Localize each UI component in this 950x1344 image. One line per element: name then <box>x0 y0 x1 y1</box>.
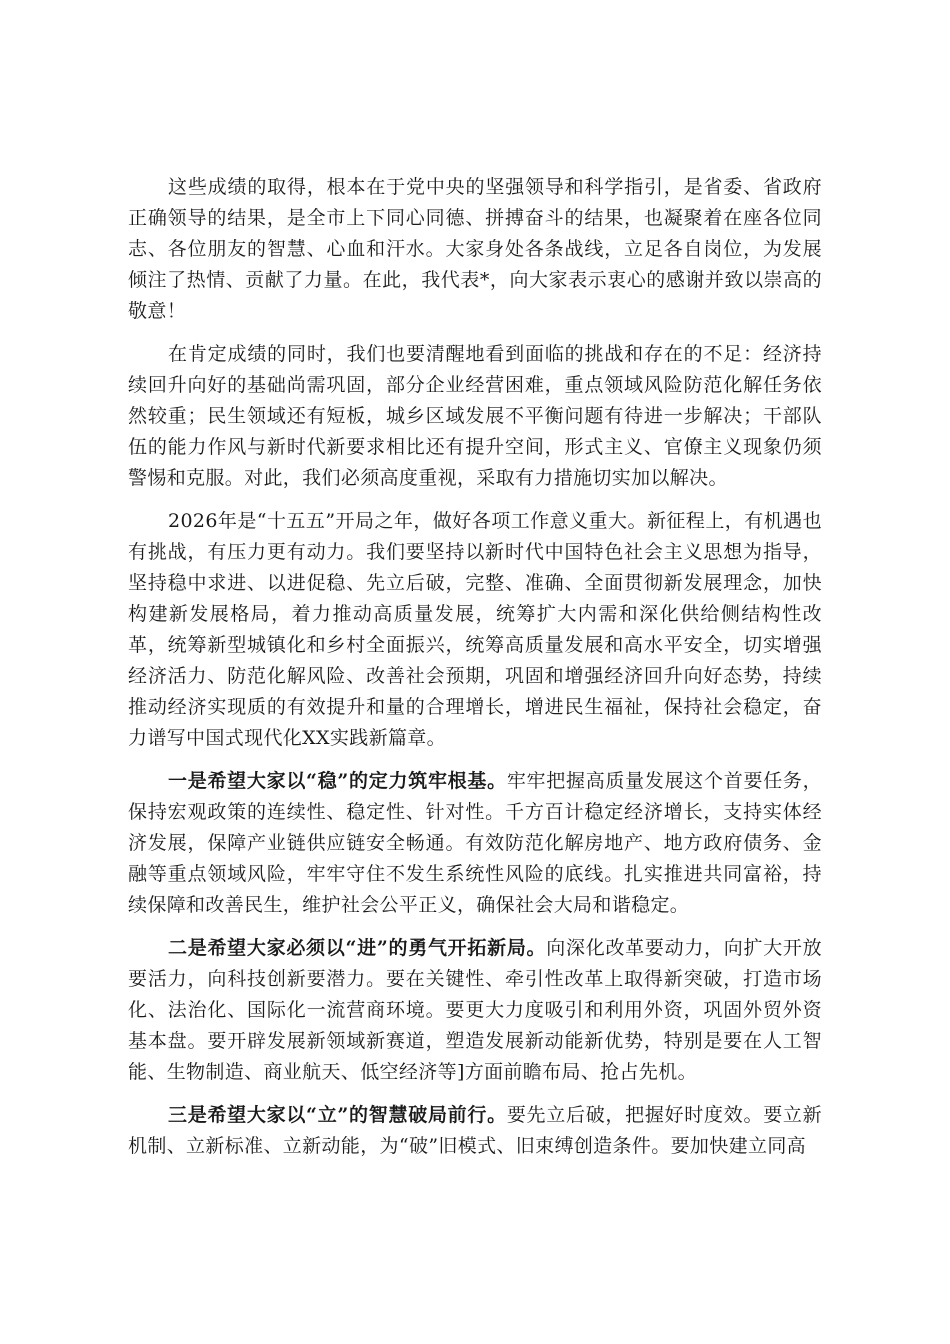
paragraph-lead: 二是希望大家必须以“进”的勇气开拓新局。 <box>168 937 547 959</box>
paragraph-text: 2026年是“十五五”开局之年，做好各项工作意义重大。新征程上，有机遇也有挑战，有压力更有动力。我们要坚持以新时代中国特色社会主义思想为指导，坚持稳中求进、以进促稳、先立后破，完整、准确、全面贯彻新发展理念，加快构建新发展格局，着力推动高质量发展，统筹扩大内需和深化供给侧结构性改革，统筹新型城镇化和乡村全面振兴，统筹高质量发展和高水平安全，切实增强经济活力、防范化解风险、改善社会预期，巩固和增强经济回升向好态势，持续推动经济实现质的有效提升和量的合理增长，增进民生福祉，保持社会稳定，奋力谱写中国式现代化XX实践新篇章。 <box>128 510 822 749</box>
paragraph-stability <box>128 766 822 921</box>
paragraph-2026-outlook <box>128 506 822 754</box>
paragraph-text: 这些成绩的取得，根本在于党中央的坚强领导和科学指引，是省委、省政府正确领导的结果，是全市上下同心同德、拼搏奋斗的结果，也凝聚着在座各位同志、各位朋友的智慧、心血和汗水。大家身处各条战线，立足各自岗位，为发展倾注了热情、贡献了力量。在此，我代表*，向大家表示衷心的感谢并致以崇高的敬意！ <box>128 176 822 322</box>
paragraph-lead: 三是希望大家以“立”的智慧破局前行。 <box>168 1104 507 1126</box>
paragraph-progress <box>128 933 822 1088</box>
document-body <box>128 172 822 1174</box>
paragraph-text: 在肯定成绩的同时，我们也要清醒地看到面临的挑战和存在的不足：经济持续回升向好的基础尚需巩固，部分企业经营困难，重点领域风险防范化解任务依然较重；民生领域还有短板，城乡区域发展不平衡问题有待进一步解决；干部队伍的能力作风与新时代新要求相比还有提升空间，形式主义、官僚主义现象仍须警惕和克服。对此，我们必须高度重视，采取有力措施切实加以解决。 <box>128 343 822 489</box>
paragraph-achievements <box>128 172 822 327</box>
paragraph-lead: 一是希望大家以“稳”的定力筑牢根基。 <box>168 770 507 792</box>
paragraph-challenges <box>128 339 822 494</box>
paragraph-text: 牢牢把握高质量发展这个首要任务，保持宏观政策的连续性、稳定性、针对性。千方百计稳定经济增长，支持实体经济发展，保障产业链供应链安全畅通。有效防范化解房地产、地方政府债务、金融等重点领域风险，牢牢守住不发生系统性风险的底线。扎实推进共同富裕，持续保障和改善民生，维护社会公平正义，确保社会大局和谐稳定。 <box>128 770 822 916</box>
paragraph-text: 要先立后破，把握好时度效。要立新机制、立新标准、立新动能，为“破”旧模式、旧束缚创造条件。要加快建立同高 <box>128 1104 822 1157</box>
paragraph-establish <box>128 1100 822 1162</box>
paragraph-text: 向深化改革要动力，向扩大开放要活力，向科技创新要潜力。要在关键性、牵引性改革上取得新突破，打造市场化、法治化、国际化一流营商环境。要更大力度吸引和利用外资，巩固外贸外资基本盘。要开辟发展新领域新赛道，塑造发展新动能新优势，特别是要在人工智能、生物制造、商业航天、低空经济等]方面前瞻布局、抢占先机。 <box>128 937 823 1083</box>
